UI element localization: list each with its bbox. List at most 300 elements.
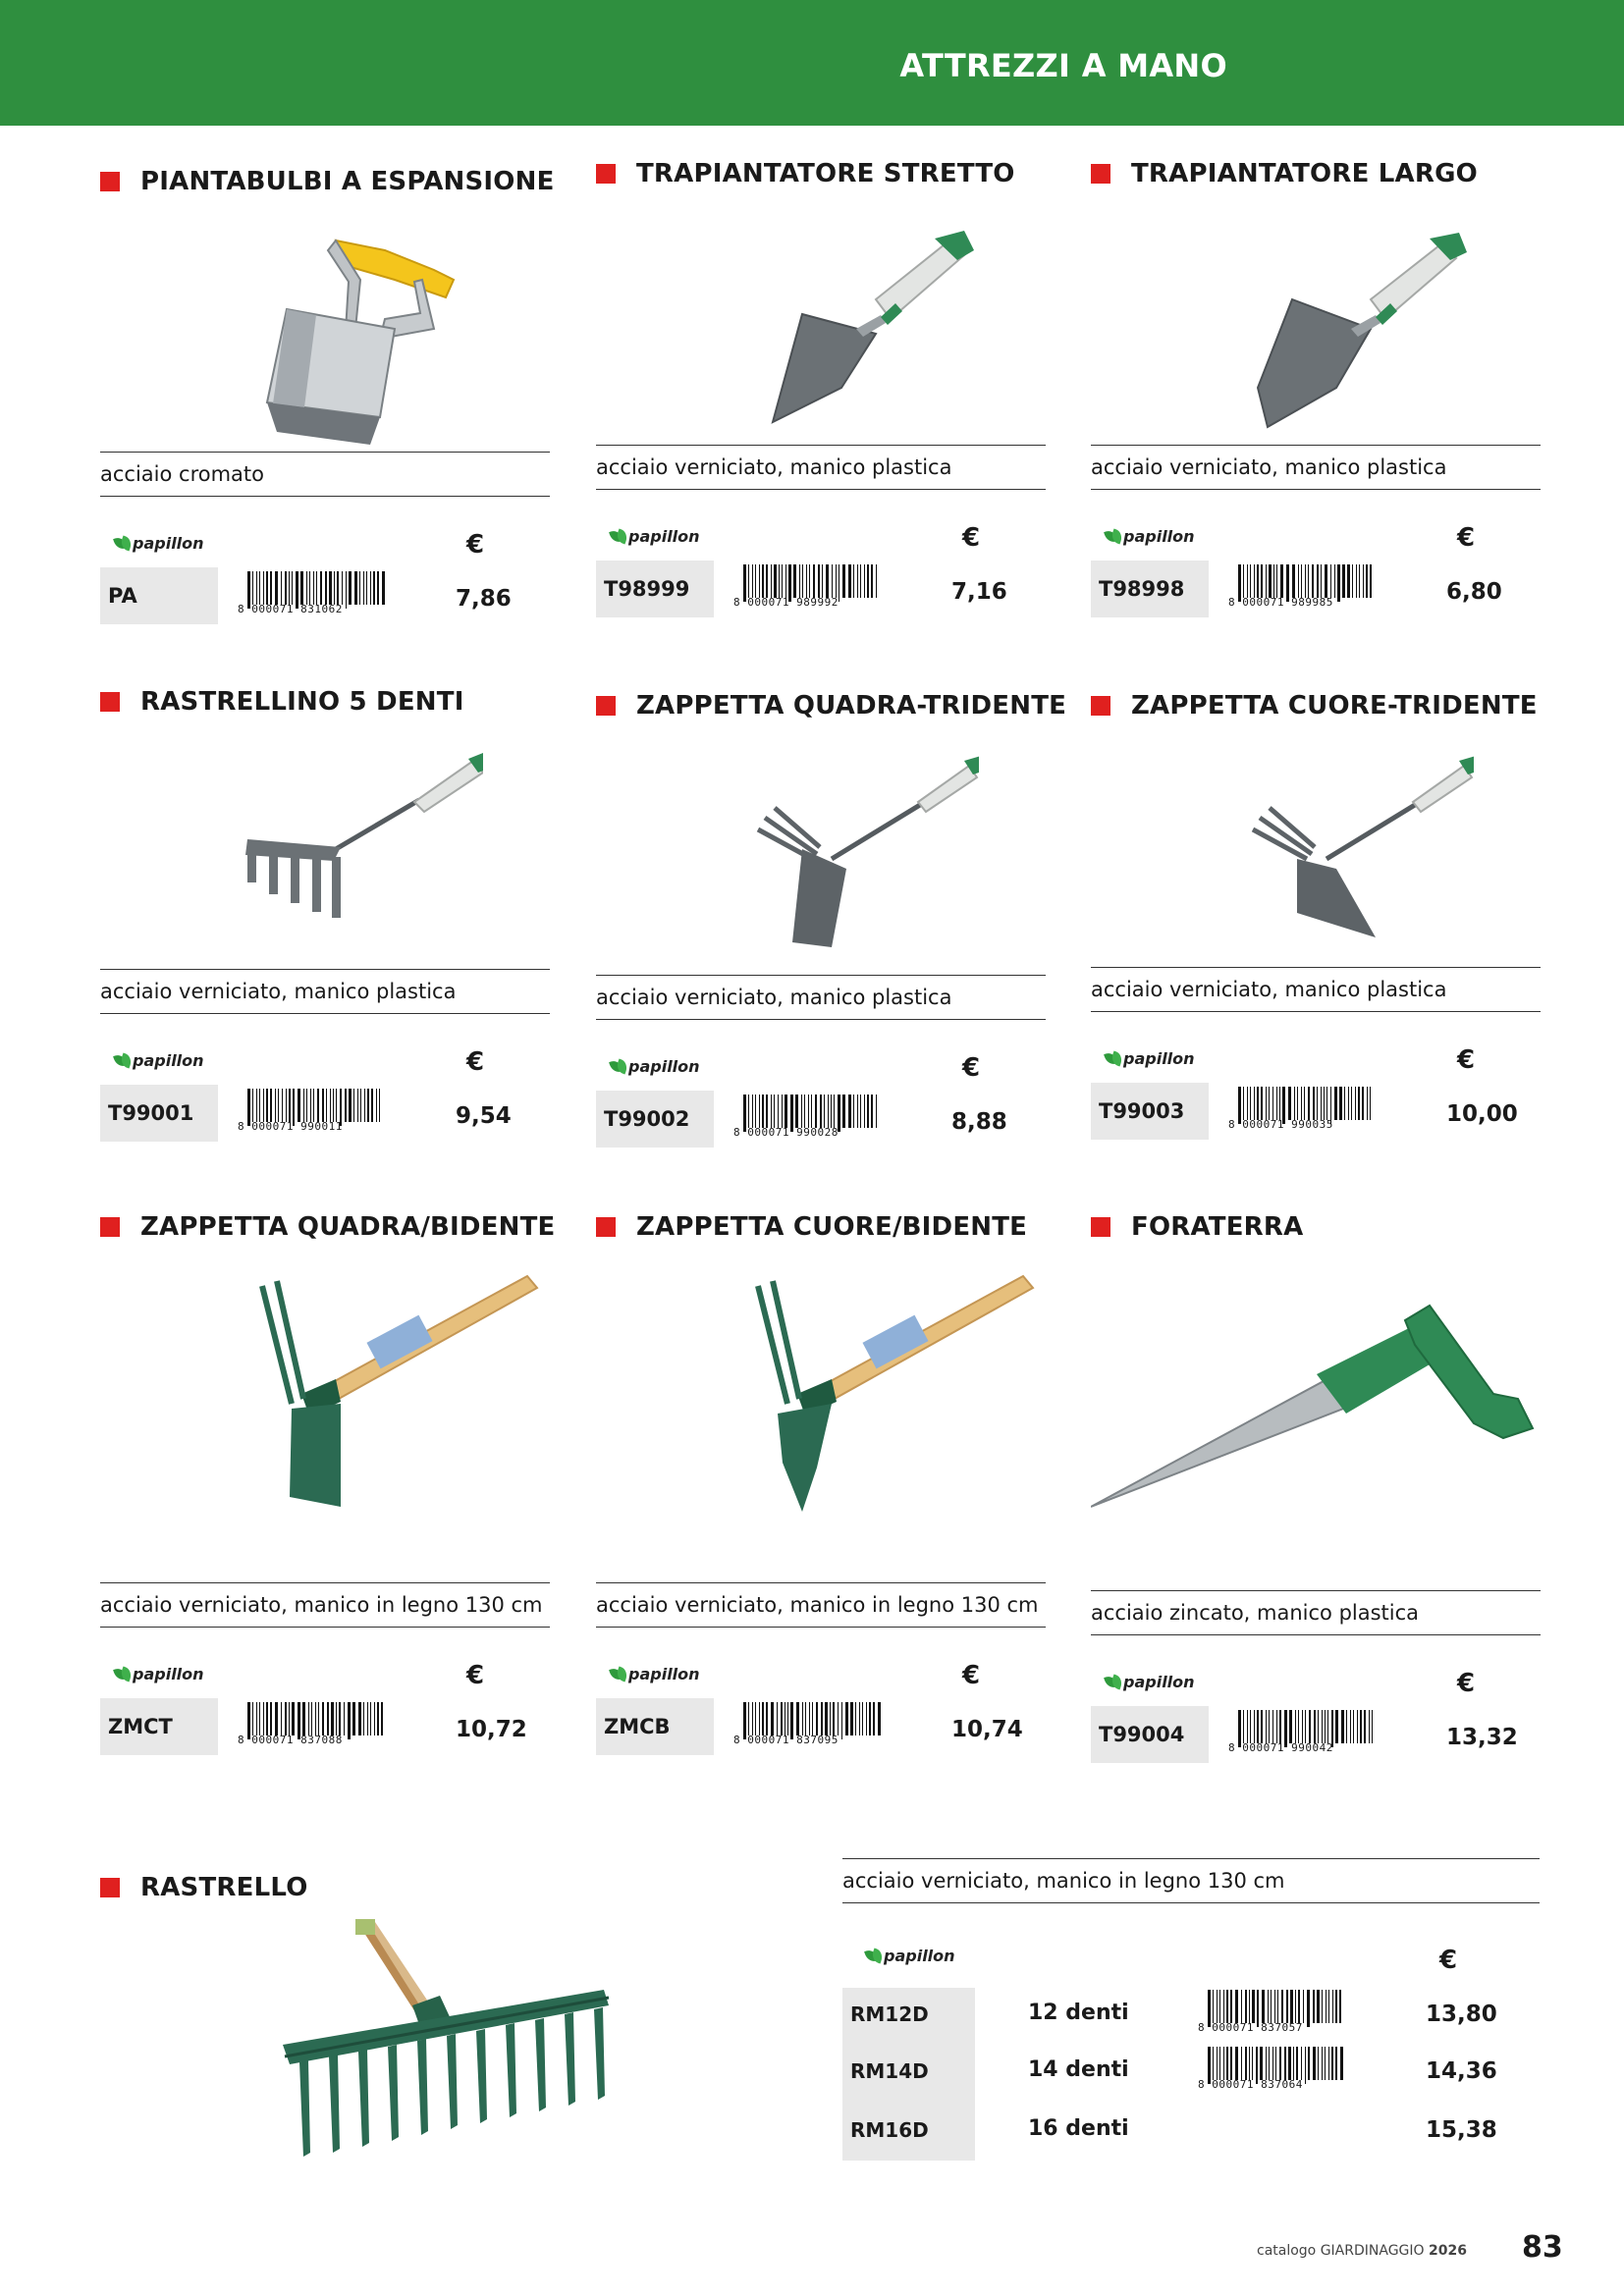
bar (752, 1702, 753, 1735)
bar (867, 1095, 869, 1128)
bar (853, 1095, 854, 1128)
bar (266, 1702, 268, 1735)
product-price: 10,72 (456, 1717, 527, 1742)
bar (252, 1702, 253, 1735)
bar (292, 1702, 295, 1735)
bar (1347, 564, 1350, 598)
bullet-square (1091, 1217, 1110, 1237)
bar (1307, 1990, 1310, 2027)
bar (1317, 1087, 1318, 1120)
bar (1309, 1710, 1311, 1743)
euro-symbol: € (962, 1053, 981, 1083)
barcode-bars (1238, 1710, 1376, 1743)
papillon-leaf-icon (611, 530, 626, 544)
rake-euro: € (1439, 1946, 1458, 1975)
bar (1327, 1710, 1328, 1743)
barcode-number: 8 000071 837095 (733, 1734, 839, 1746)
product-title-text: ZAPPETTA CUORE-TRIDENTE (1131, 691, 1538, 721)
bar (373, 571, 375, 605)
product-description: acciaio verniciato, manico in legno 130 cm (596, 1582, 1046, 1628)
bar (1301, 564, 1302, 598)
bar (1334, 1087, 1337, 1120)
product-title-text: ZAPPETTA QUADRA-TRIDENTE (636, 691, 1067, 721)
bar (826, 564, 829, 598)
bar (1288, 2047, 1291, 2080)
brand-logo: papillon (1106, 527, 1195, 546)
bar (354, 571, 357, 605)
bar (298, 1089, 300, 1122)
product-title-text: FORATERRA (1131, 1212, 1304, 1242)
bar (1250, 564, 1251, 598)
bar (376, 1089, 377, 1122)
square-hoe-long-image (193, 1266, 547, 1545)
bar (1303, 1990, 1304, 2023)
bar (1280, 564, 1283, 598)
bar (1217, 1990, 1218, 2023)
product-title (100, 167, 555, 196)
bar (857, 1095, 858, 1128)
bullet-square (1091, 696, 1110, 716)
bar (752, 1095, 753, 1128)
bar (1362, 1087, 1364, 1120)
bar (1241, 1990, 1242, 2023)
bar (1357, 1710, 1358, 1743)
bar (866, 1702, 867, 1735)
bar (316, 571, 317, 605)
bar (1305, 564, 1306, 598)
bar (1298, 1990, 1300, 2023)
product-title-text: PIANTABULBI A ESPANSIONE (140, 167, 555, 196)
bar (1370, 1087, 1371, 1120)
bar (266, 1089, 268, 1122)
barcode-number: 8 000071 989985 (1228, 596, 1333, 609)
product-description: acciaio cromato (100, 452, 550, 497)
bar (364, 1089, 365, 1122)
bar (270, 1089, 272, 1122)
bar (263, 1702, 264, 1735)
bar (1292, 564, 1295, 598)
bar (1298, 1710, 1299, 1743)
bar (1356, 564, 1357, 598)
euro-symbol: € (1457, 1669, 1476, 1698)
bar (300, 571, 303, 605)
bar (374, 1702, 375, 1735)
bar (349, 1089, 352, 1122)
bar (360, 1089, 361, 1122)
papillon-leaf-icon (866, 1949, 882, 1963)
euro-symbol: € (1457, 1045, 1476, 1075)
bar (1324, 1087, 1325, 1120)
papillon-leaf-icon (611, 1668, 626, 1682)
barcode-bars (743, 564, 881, 598)
bullet-square (596, 164, 616, 184)
bar (782, 1095, 783, 1128)
bar (337, 571, 339, 605)
product-code: ZMCB (596, 1698, 714, 1755)
bar (1318, 2047, 1319, 2080)
bar (836, 564, 837, 598)
bar (1223, 1990, 1224, 2023)
bar (1223, 2047, 1224, 2080)
bar (289, 1089, 291, 1122)
bar (748, 1702, 749, 1735)
product-code: T99001 (100, 1085, 218, 1142)
bar (339, 1702, 341, 1735)
bar (263, 1089, 264, 1122)
hand-rake-image (189, 741, 483, 971)
bar (371, 1089, 373, 1122)
bar (1321, 564, 1322, 598)
bar (830, 1702, 831, 1735)
barcode (1198, 2047, 1345, 2092)
bar (370, 571, 371, 605)
bar (1308, 1087, 1310, 1120)
bar (755, 1702, 756, 1735)
section-title: ATTREZZI A MANO (899, 47, 1227, 84)
rake-image (265, 1919, 677, 2204)
product-price: 13,32 (1446, 1725, 1518, 1750)
papillon-leaf-icon (1106, 1676, 1121, 1689)
bar (1297, 1087, 1298, 1120)
bar (311, 1702, 312, 1735)
bar (815, 1095, 817, 1128)
bar (1289, 1710, 1292, 1743)
bar (1308, 2047, 1310, 2080)
bar (821, 1702, 823, 1735)
barcode-bars (247, 1702, 385, 1735)
bar (1366, 564, 1368, 598)
bar (1261, 564, 1263, 598)
bar (1352, 564, 1353, 598)
bar (282, 1089, 283, 1122)
bar (1261, 1087, 1263, 1120)
bar (853, 564, 854, 598)
bar (1219, 1990, 1220, 2023)
bar (1325, 2047, 1326, 2080)
bar (802, 1702, 803, 1735)
barcode-bars (743, 1702, 881, 1735)
bar (270, 571, 272, 605)
product-title (596, 1212, 1027, 1242)
brand-logo: papillon (1106, 1049, 1195, 1068)
bar (1328, 2047, 1329, 2080)
euro-symbol: € (962, 1661, 981, 1690)
bar (1272, 2047, 1273, 2080)
page-number: 83 (1522, 2230, 1563, 2265)
bar (1302, 1710, 1303, 1743)
bar (1350, 1710, 1351, 1743)
bar (1298, 564, 1299, 598)
bar (310, 1089, 311, 1122)
bar (869, 1702, 871, 1735)
bar (363, 1702, 364, 1735)
bar (1247, 1710, 1248, 1743)
rake-price: 15,38 (1426, 2117, 1497, 2143)
barcode-bars (247, 571, 385, 605)
dibber-image (1091, 1266, 1543, 1525)
bar (1308, 564, 1309, 598)
brand-logo: papillon (611, 1057, 700, 1076)
bar (804, 1095, 805, 1128)
bar (1266, 1087, 1267, 1120)
bar (259, 1702, 260, 1735)
bar (256, 571, 257, 605)
bar (766, 564, 768, 598)
bar (286, 1089, 287, 1122)
bar (755, 1095, 756, 1128)
bar (1252, 1990, 1255, 2023)
bar (1318, 1710, 1319, 1743)
bar (1317, 564, 1319, 598)
bar (816, 1702, 818, 1735)
bullet-square (596, 1217, 616, 1237)
rake-price: 14,36 (1426, 2058, 1497, 2084)
product-price: 6,80 (1446, 579, 1502, 605)
product-title-text: TRAPIANTATORE STRETTO (636, 159, 1015, 188)
bar (344, 1702, 345, 1735)
bar (1217, 2047, 1218, 2080)
bar (762, 1702, 764, 1735)
bar (796, 1702, 799, 1735)
bar (331, 1702, 334, 1735)
bar (806, 564, 807, 598)
papillon-leaf-icon (1106, 530, 1121, 544)
bar (358, 1702, 361, 1735)
bar (259, 1089, 260, 1122)
papillon-leaf-icon (115, 537, 131, 551)
bar (779, 564, 780, 598)
bar (278, 1089, 279, 1122)
bar (1274, 1990, 1275, 2023)
bar (848, 564, 851, 598)
heart-hoe-fork-image (1179, 741, 1474, 971)
bar (256, 1702, 257, 1735)
bar (831, 1095, 832, 1128)
bar (785, 1095, 787, 1128)
bar (857, 564, 858, 598)
brand-logo: papillon (115, 1051, 204, 1070)
bar (313, 1089, 314, 1122)
bar (281, 1702, 282, 1735)
bar (1372, 1710, 1373, 1743)
barcode (733, 1702, 881, 1747)
bar (860, 1095, 861, 1128)
bar (774, 1095, 775, 1128)
bar (353, 1089, 354, 1122)
product-code: ZMCT (100, 1698, 218, 1755)
product-description: acciaio verniciato, manico plastica (1091, 445, 1541, 490)
bar (1359, 564, 1360, 598)
bar (1213, 1990, 1214, 2023)
bar (1279, 1710, 1281, 1743)
product-description: acciaio verniciato, manico plastica (1091, 967, 1541, 1012)
bar (327, 1702, 329, 1735)
page-header (0, 0, 1624, 126)
product-code: T99003 (1091, 1083, 1209, 1140)
bar (336, 1702, 337, 1735)
bar (1296, 2047, 1298, 2080)
bar (1335, 1990, 1337, 2023)
bar (1314, 1710, 1316, 1743)
bar (1322, 2047, 1323, 2080)
bar (802, 564, 803, 598)
bar (1348, 1087, 1349, 1120)
product-code: T99002 (596, 1091, 714, 1148)
papillon-leaf-icon (115, 1054, 131, 1068)
barcode (238, 1089, 385, 1134)
bar (366, 571, 367, 605)
bar (326, 1089, 327, 1122)
bar (1279, 2047, 1281, 2080)
bar (1313, 1087, 1315, 1120)
product-title (1091, 691, 1538, 721)
barcode-number: 8 000071 990028 (733, 1126, 839, 1139)
bar (1322, 1710, 1323, 1743)
bar (1226, 2047, 1228, 2080)
bar (1254, 1087, 1255, 1120)
product-title-text: RASTRELLINO 5 DENTI (140, 687, 464, 717)
product-title (100, 1873, 308, 1902)
product-code: PA (100, 567, 218, 624)
brand-logo: papillon (1106, 1673, 1195, 1691)
square-hoe-fork-image (684, 741, 979, 971)
bar (811, 1095, 812, 1128)
barcode-bars (1238, 1087, 1376, 1120)
bar (329, 571, 332, 605)
bar (1339, 1087, 1342, 1120)
bar (252, 1089, 253, 1122)
bar (1322, 1990, 1323, 2023)
bar (1266, 1710, 1267, 1743)
bar (359, 571, 360, 605)
bar (292, 571, 293, 605)
barcode (238, 1702, 385, 1747)
bar (812, 1702, 813, 1735)
brand-logo: papillon (115, 1665, 204, 1683)
bar (1276, 1087, 1277, 1120)
bar (256, 1089, 257, 1122)
bar (781, 1702, 783, 1735)
bulb-planter-image (189, 221, 483, 451)
bar (820, 1095, 822, 1128)
bar (367, 1089, 369, 1122)
bar (828, 1095, 829, 1128)
bar (1313, 2047, 1316, 2080)
bar (1344, 1087, 1345, 1120)
bar (1284, 2047, 1286, 2080)
bar (795, 1095, 798, 1128)
papillon-leaf-icon (611, 1060, 626, 1074)
bar (1260, 2047, 1263, 2080)
barcode (733, 1095, 881, 1140)
bar (333, 1089, 334, 1122)
bar (1351, 1087, 1352, 1120)
bar (1286, 1990, 1288, 2023)
barcode-number: 8 000071 837057 (1198, 2021, 1303, 2034)
bar (303, 1089, 304, 1122)
bar (306, 571, 307, 605)
bar (317, 1089, 319, 1122)
bar (1325, 564, 1327, 598)
bar (1235, 2047, 1238, 2080)
bar (822, 564, 823, 598)
bar (1241, 2047, 1242, 2080)
barcode-number: 8 000071 837088 (238, 1734, 343, 1746)
bar (1339, 1990, 1341, 2023)
bar (1230, 2047, 1232, 2080)
bar (1355, 1087, 1356, 1120)
bar (318, 1702, 319, 1735)
product-code: T99004 (1091, 1706, 1209, 1763)
barcode-number: 8 000071 990035 (1228, 1118, 1333, 1131)
bar (252, 571, 253, 605)
bar (1276, 564, 1277, 598)
bar (1254, 1710, 1255, 1743)
bullet-square (100, 692, 120, 712)
product-description: acciaio zincato, manico plastica (1091, 1590, 1541, 1635)
product-description: acciaio verniciato, manico plastica (596, 445, 1046, 490)
bar (1305, 1710, 1306, 1743)
bar (771, 564, 772, 598)
bar (330, 1089, 331, 1122)
rake-code: RM16D (850, 2118, 929, 2142)
bar (306, 1089, 307, 1122)
bar (382, 571, 385, 605)
bar (315, 1702, 316, 1735)
barcode-bars (247, 1089, 385, 1122)
bar (774, 564, 777, 598)
bar (308, 1702, 309, 1735)
bar (367, 1702, 368, 1735)
bar (281, 571, 282, 605)
bar (1288, 1087, 1291, 1120)
bar (1269, 564, 1272, 598)
barcode-number: 8 000071 831062 (238, 603, 343, 615)
product-price: 9,54 (456, 1103, 512, 1129)
bar (759, 1702, 760, 1735)
bar (1272, 1087, 1273, 1120)
bullet-square (596, 696, 616, 716)
product-price: 10,74 (951, 1717, 1023, 1742)
bar (1266, 564, 1267, 598)
bar (793, 564, 796, 598)
bar (1326, 1087, 1327, 1120)
bar (1257, 1087, 1259, 1120)
product-price: 10,00 (1446, 1101, 1518, 1127)
barcode-number: 8 000071 837064 (1198, 2078, 1303, 2091)
barcode-number: 8 000071 990011 (238, 1120, 343, 1133)
brand-logo: papillon (115, 534, 204, 553)
bar (270, 1702, 272, 1735)
bar (1340, 2047, 1343, 2080)
bar (878, 1702, 881, 1735)
product-title-text: TRAPIANTATORE LARGO (1131, 159, 1478, 188)
bar (1245, 1990, 1247, 2023)
bar (377, 1702, 379, 1735)
bar (833, 1702, 835, 1735)
bar (1243, 1087, 1244, 1120)
papillon-leaf-icon (1106, 1052, 1121, 1066)
bullet-square (100, 1878, 120, 1897)
bar (755, 564, 756, 598)
bar (275, 1702, 278, 1735)
bar (1277, 1990, 1278, 2023)
bar (309, 571, 310, 605)
bar (1271, 1990, 1272, 2023)
bar (834, 1095, 835, 1128)
footer-catalog: catalogo GIARDINAGGIO 2026 (1257, 2243, 1467, 2259)
bar (1331, 2047, 1333, 2080)
